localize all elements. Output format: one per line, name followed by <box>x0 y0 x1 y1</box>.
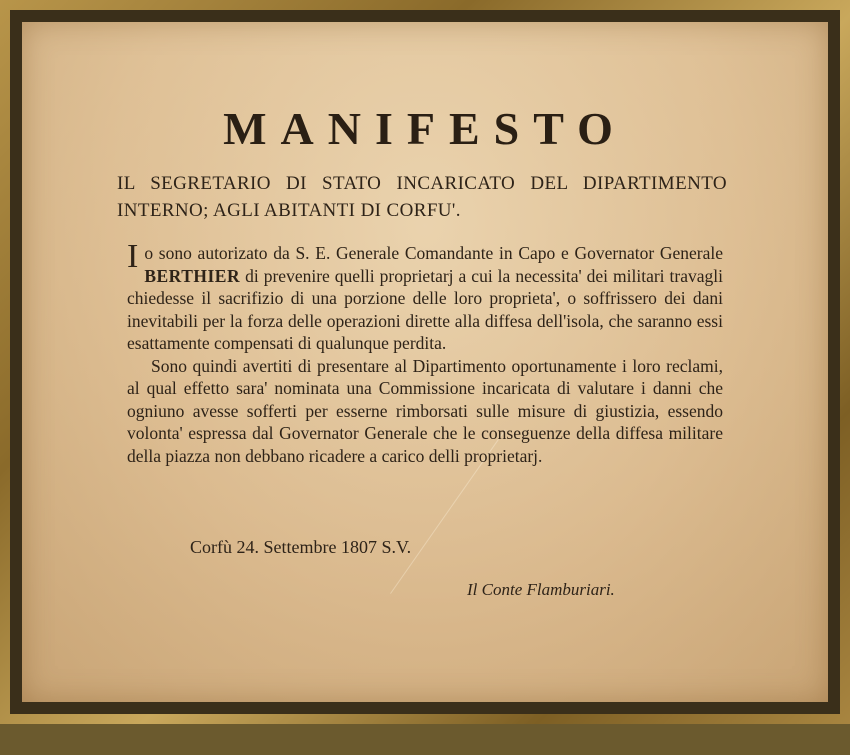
paragraph-1-text-b: di prevenire quelli proprietarj a cui la necessita' dei militari travagli chiedesse il sacrifizio di una porzione delle loro proprieta', o soffrissero dei dani inevitabili per la forza delle operazioni dirette alla diffesa dell'isola, che saranno essi esattamente compensati di qualunque perdita. <box>127 265 723 353</box>
manifesto-title: MANIFESTO <box>223 103 627 154</box>
paper-sheet <box>22 22 828 702</box>
dateline: Corfù 24. Settembre 1807 S.V. <box>190 537 412 557</box>
document-body <box>127 238 723 467</box>
initial-letter: I <box>127 238 139 275</box>
document-subtitle: IL SEGRETARIO DI STATO INCARICATO DEL DIPARTIMENTO INTERNO; AGLI ABITANTI DI CORFU'. <box>117 173 727 221</box>
paragraph-1 <box>127 238 723 355</box>
paragraph-1-text-a: o sono autorizato da S. E. Generale Comandante in Capo e Governator Generale <box>144 243 723 263</box>
signature: Il Conte Flamburiari. <box>467 580 615 599</box>
governor-name: BERTHIER <box>144 265 241 286</box>
paragraph-2: Sono quindi avertiti di presentare al Dipartimento oportunamente i loro reclami, al qual effetto sara' nominata una Commissione incaricata di valutare i danni che ogniuno avesse sofferti per esserne rimborsati sulle misure di giustizia, essendo volonta' espressa dal Governator Generale che le conseguenze della diffesa militare della piazza non debbano ricadere a carico delli proprietarj. <box>127 355 723 466</box>
